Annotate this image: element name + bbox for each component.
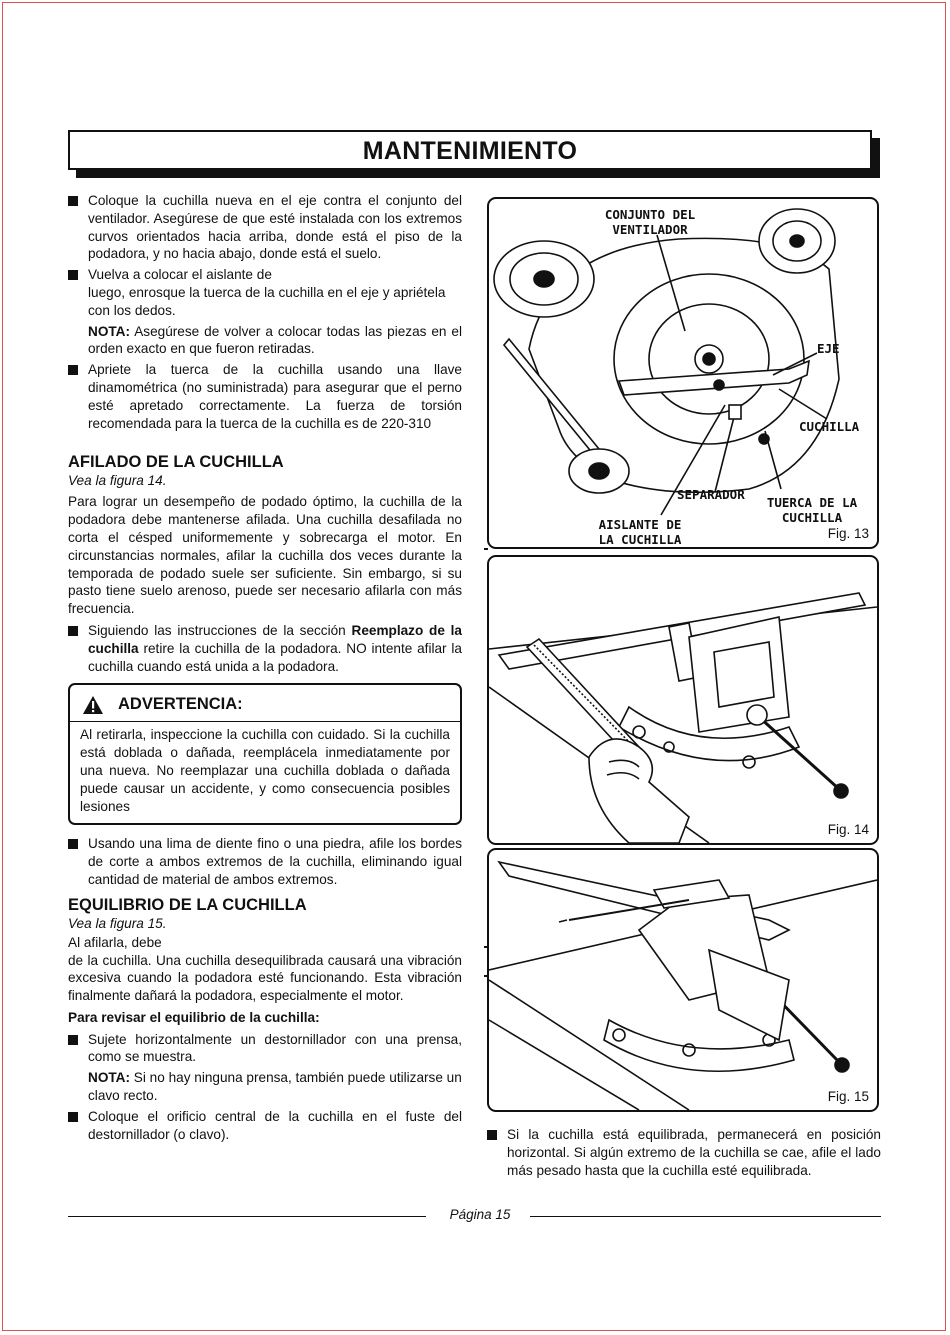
warning-text: Al retirarla, inspeccione la cuchilla con cuidado. Si la cuchilla está doblada o dañada, reemplácela inmediatamente por una nueva. No reemplazar una cuchilla doblada o dañada puede causar un accidente, y como consecuencia posibles lesiones: [80, 727, 450, 814]
remove-blade-section-ref: Reemplazo de la cuchilla: [88, 622, 462, 656]
figure-14-label: Fig. 14: [827, 822, 869, 837]
bullet-reinstall-insulator: [68, 266, 462, 319]
margin-tick: [484, 946, 488, 948]
heading-sharpening: AFILADO DE LA CUCHILLA: [68, 453, 284, 472]
remove-blade-pre: Siguiendo las instrucciones de la sección: [88, 622, 352, 638]
note2-text: Si no hay ninguna prensa, también puede utilizarse un clavo recto.: [88, 1070, 462, 1104]
paragraph-balance: de la cuchilla. Una cuchilla desequilibrada causará una vibración excesiva cuando la podadora esté funcionando. Esta vibración finalmente dañará la podadora, especialmente el motor.: [68, 952, 462, 1004]
bullet-reinstall-line2: luego, enrosque la tuerca de la cuchilla en el eje y apriétela con los dedos.: [88, 284, 446, 318]
figure-14: [487, 555, 879, 845]
figure-15-label: Fig. 15: [827, 1089, 869, 1104]
left-column: [68, 192, 462, 1146]
bullet-tighten-nut: Apriete la tuerca de la cuchilla usando una llave dinamométrica (no suministrada) para asegurar que el perno esté apretado correctamente. La fuerza de torsión recomendada para la tuerca de la cuchilla es de 220-310: [68, 361, 462, 432]
margin-tick: [484, 975, 488, 977]
heading-balance: EQUILIBRIO DE LA CUCHILLA: [68, 895, 307, 914]
figure-13: [487, 197, 879, 549]
bullet-place-blade: Coloque el orificio central de la cuchilla en el fuste del destornillador (o clavo).: [68, 1108, 462, 1144]
figure-15: [487, 848, 879, 1112]
note-label: NOTA:: [88, 323, 131, 339]
bullet-install-blade: Coloque la cuchilla nueva en el eje contra el conjunto del ventilador. Asegúrese de que esté instalada con los extremos curvos orientados hacia arriba, donde está el piso de la podadora, y no hacia abajo, donde está el suelo.: [68, 192, 462, 263]
paragraph-sharpening: Para lograr un desempeño de podado óptimo, la cuchilla de la podadora debe mantenerse afilada. Una cuchilla desafilada no corta el césped uniformemente y sobrecarga el motor. En circunstancias normales, afilar la cuchilla dos veces durante la temporada de podado suele ser suficiente. Sin embargo, si su pasto tiene suelo arenoso, puede ser necesario afilarla con más frecuencia.: [68, 494, 462, 617]
margin-tick: [484, 548, 488, 550]
remove-blade-post: retire la cuchilla de la podadora. NO intente afilar la cuchilla cuando está unida a la podadora.: [88, 640, 462, 674]
bullet-file-edges: Usando una lima de diente fino o una piedra, afile los bordes de corte a ambos extremos de la cuchilla, eliminando igual cantidad de material de ambos extremos.: [68, 835, 462, 888]
note-nail: [68, 1069, 462, 1105]
bullet-reinstall-line1: Vuelva a colocar el aislante de: [88, 267, 272, 283]
callout-blade-insulator: AISLANTE DE LA CUCHILLA: [598, 517, 682, 547]
figure-13-label: Fig. 13: [827, 526, 869, 541]
footer-rule-left: [68, 1216, 426, 1217]
bullet-remove-blade: [68, 622, 462, 675]
note2-label: NOTA:: [88, 1070, 131, 1086]
warning-title: ADVERTENCIA:: [118, 695, 243, 714]
right-column: [487, 1126, 881, 1182]
bullet-balanced-result: Si la cuchilla está equilibrada, permanecerá en posición horizontal. Si algún extremo de la cuchilla se cae, afile el lado más pesado hasta que la cuchilla esté equilibrada.: [487, 1126, 881, 1179]
page-title: MANTENIMIENTO: [68, 130, 872, 170]
warning-triangle-icon: [82, 695, 104, 715]
callout-spacer: SEPARADOR: [677, 487, 745, 502]
callout-blade-nut: TUERCA DE LA CUCHILLA: [766, 495, 858, 525]
balance-line1: Al afilarla, debe: [68, 934, 162, 950]
footer-rule-right: [530, 1216, 881, 1217]
callout-fan-assembly: CONJUNTO DEL VENTILADOR: [604, 207, 696, 237]
page-number: Página 15: [449, 1207, 511, 1222]
callout-shaft: EJE: [817, 341, 840, 356]
note-text: Asegúrese de volver a colocar todas las piezas en el orden exacto en que fueron retiradas.: [88, 323, 462, 357]
see-figure-15: Vea la figura 15.: [68, 915, 167, 931]
callout-blade: CUCHILLA: [799, 419, 860, 434]
warning-box: [68, 683, 462, 825]
note-order: [68, 323, 462, 359]
check-balance-heading: Para revisar el equilibrio de la cuchilla:: [68, 1009, 320, 1025]
bullet-clamp-screwdriver: Sujete horizontalmente un destornillador con una prensa, como se muestra.: [68, 1031, 462, 1067]
balance-check-illustration: [489, 850, 877, 1110]
see-figure-14: Vea la figura 14.: [68, 473, 167, 489]
warning-divider: [70, 721, 460, 722]
file-sharpening-illustration: [489, 557, 877, 843]
